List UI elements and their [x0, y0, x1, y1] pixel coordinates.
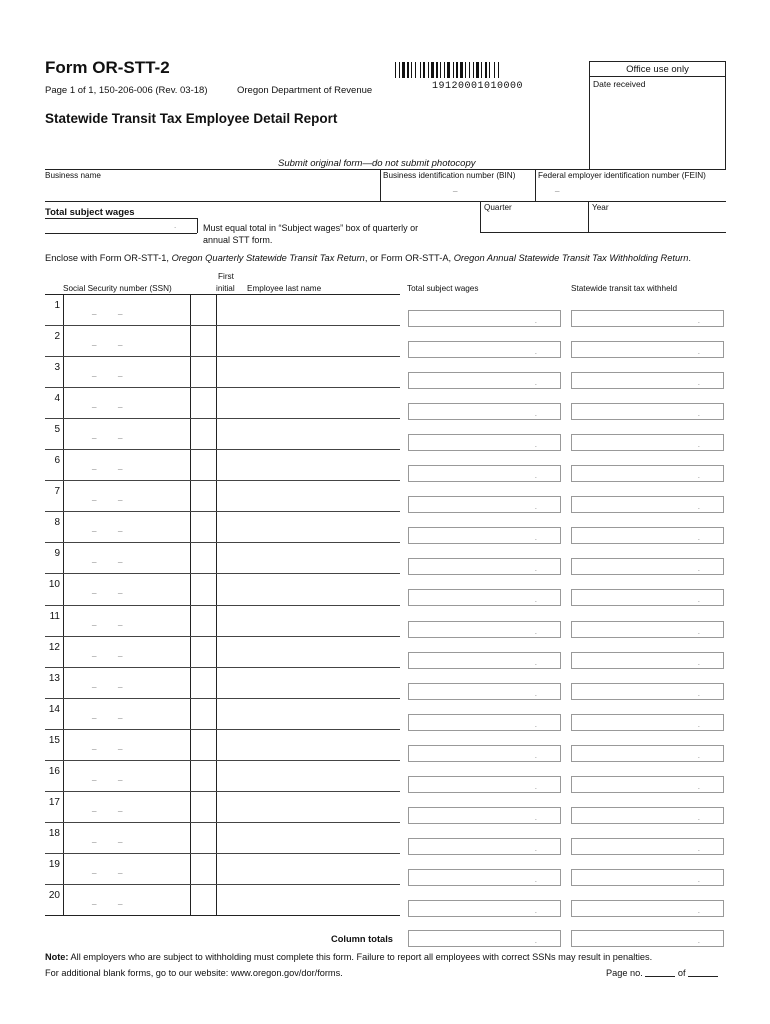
col-header-first-initial-line1: First: [218, 272, 234, 281]
form-title: Form OR-STT-2: [45, 58, 170, 77]
row-number: 19: [48, 859, 60, 870]
row-number: 1: [54, 300, 60, 311]
barcode: [395, 62, 565, 78]
last-name-field[interactable]: [217, 481, 399, 510]
wages-field[interactable]: .: [408, 869, 561, 886]
wages-total-field[interactable]: .: [408, 930, 561, 947]
col-header-last-name: Employee last name: [247, 284, 322, 293]
wages-field[interactable]: .: [408, 589, 561, 606]
ssn-field[interactable]: [64, 543, 189, 572]
withheld-field[interactable]: .: [571, 838, 724, 855]
row-number: 8: [54, 517, 60, 528]
ssn-field[interactable]: [64, 295, 189, 324]
wages-field[interactable]: .: [408, 372, 561, 389]
wages-field[interactable]: .: [408, 558, 561, 575]
row-number: 12: [48, 642, 60, 653]
withheld-field[interactable]: .: [571, 372, 724, 389]
withheld-field[interactable]: .: [571, 776, 724, 793]
row-number: 15: [48, 735, 60, 746]
ssn-field[interactable]: [64, 823, 189, 852]
col-header-wages: Total subject wages: [407, 284, 479, 293]
wages-field[interactable]: .: [408, 341, 561, 358]
wages-field[interactable]: .: [408, 621, 561, 638]
first-initial-field[interactable]: [191, 668, 215, 697]
page-number: Page no. of: [606, 968, 718, 978]
page-total-field[interactable]: [688, 976, 718, 977]
row-number: 6: [54, 455, 60, 466]
wages-field[interactable]: .: [408, 527, 561, 544]
page-number-field[interactable]: [645, 976, 675, 977]
ssn-field[interactable]: [64, 357, 189, 386]
wages-field[interactable]: .: [408, 403, 561, 420]
first-initial-field[interactable]: [191, 823, 215, 852]
wages-field[interactable]: .: [408, 496, 561, 513]
ssn-field[interactable]: [64, 481, 189, 510]
first-initial-field[interactable]: [191, 574, 215, 603]
page-info: Page 1 of 1, 150-206-006 (Rev. 03-18): [45, 85, 208, 96]
last-name-field[interactable]: [217, 574, 399, 603]
first-initial-field[interactable]: [191, 481, 215, 510]
ssn-field[interactable]: [64, 885, 189, 914]
ssn-field[interactable]: [64, 699, 189, 728]
row-number: 17: [48, 797, 60, 808]
quarter-label: Quarter: [484, 203, 512, 212]
ssn-field[interactable]: [64, 637, 189, 666]
business-name-field[interactable]: [45, 180, 378, 199]
withheld-field[interactable]: .: [571, 900, 724, 917]
row-number: 10: [48, 579, 60, 590]
quarter-field[interactable]: [482, 212, 586, 231]
first-initial-field[interactable]: [191, 761, 215, 790]
ssn-field[interactable]: [64, 854, 189, 883]
row-number: 18: [48, 828, 60, 839]
wages-field[interactable]: .: [408, 714, 561, 731]
ssn-field[interactable]: [64, 792, 189, 821]
year-label: Year: [592, 203, 609, 212]
last-name-field[interactable]: [217, 512, 399, 541]
col-header-withheld: Statewide transit tax withheld: [571, 284, 678, 293]
ssn-field[interactable]: [64, 730, 189, 759]
withheld-field[interactable]: .: [571, 403, 724, 420]
last-name-field[interactable]: [217, 543, 399, 572]
last-name-field[interactable]: [217, 637, 399, 666]
last-name-field[interactable]: [217, 606, 399, 635]
last-name-field[interactable]: [217, 668, 399, 697]
wages-field[interactable]: .: [408, 900, 561, 917]
wages-field[interactable]: .: [408, 465, 561, 482]
row-number: 13: [48, 673, 60, 684]
withheld-field[interactable]: .: [571, 589, 724, 606]
first-initial-field[interactable]: [191, 792, 215, 821]
wages-field[interactable]: .: [408, 745, 561, 762]
withheld-field[interactable]: .: [571, 621, 724, 638]
row-number: 16: [48, 766, 60, 777]
wages-field[interactable]: .: [408, 807, 561, 824]
row-number: 4: [54, 393, 60, 404]
footer-note: Note: All employers who are subject to withholding must complete this form. Failure to report all employees with correct SSNs may result in penalties.: [45, 952, 653, 962]
website-note: For additional blank forms, go to our website: www.oregon.gov/dor/forms.: [45, 968, 343, 978]
withheld-field[interactable]: .: [571, 496, 724, 513]
first-initial-field[interactable]: [191, 543, 215, 572]
col-header-ssn: Social Security number (SSN): [63, 284, 172, 293]
row-number: 5: [54, 424, 60, 435]
row-number: 3: [54, 362, 60, 373]
must-equal-note-line2: annual STT form.: [203, 235, 273, 245]
withheld-field[interactable]: .: [571, 807, 724, 824]
withheld-field[interactable]: .: [571, 527, 724, 544]
office-use-title: Office use only: [626, 64, 689, 75]
last-name-field[interactable]: [217, 419, 399, 448]
wages-field[interactable]: .: [408, 310, 561, 327]
first-initial-field[interactable]: [191, 854, 215, 883]
row-number: 20: [48, 890, 60, 901]
row-number: 9: [54, 548, 60, 559]
first-initial-field[interactable]: [191, 450, 215, 479]
ssn-field[interactable]: [64, 388, 189, 417]
fein-field[interactable]: [537, 180, 725, 199]
wages-field[interactable]: .: [408, 683, 561, 700]
year-field[interactable]: [590, 212, 725, 231]
first-initial-field[interactable]: [191, 295, 215, 324]
last-name-field[interactable]: [217, 699, 399, 728]
withheld-field[interactable]: .: [571, 310, 724, 327]
submit-note: Submit original form—do not submit photocopy: [278, 158, 476, 169]
bin-field[interactable]: [382, 180, 534, 199]
withheld-total-field[interactable]: .: [571, 930, 724, 947]
last-name-field[interactable]: [217, 792, 399, 821]
total-wages-label: Total subject wages: [45, 207, 135, 218]
withheld-field[interactable]: .: [571, 683, 724, 700]
ssn-field[interactable]: [64, 574, 189, 603]
first-initial-field[interactable]: [191, 606, 215, 635]
business-name-label: Business name: [45, 171, 101, 180]
withheld-field[interactable]: .: [571, 869, 724, 886]
row-number: 7: [54, 486, 60, 497]
must-equal-note-line1: Must equal total in “Subject wages” box of quarterly or: [203, 223, 419, 233]
ssn-field[interactable]: [64, 512, 189, 541]
col-header-first-initial-line2: initial: [216, 284, 235, 293]
last-name-field[interactable]: [217, 885, 399, 914]
ssn-field[interactable]: [64, 761, 189, 790]
last-name-field[interactable]: [217, 388, 399, 417]
first-initial-field[interactable]: [191, 637, 215, 666]
row-number: 14: [48, 704, 60, 715]
row-number: 11: [49, 611, 60, 622]
fein-label: Federal employer identification number (FEIN): [538, 171, 706, 180]
office-use-box: [589, 61, 726, 170]
last-name-field[interactable]: [217, 823, 399, 852]
column-totals-label: Column totals: [331, 934, 393, 944]
ssn-field[interactable]: [64, 450, 189, 479]
ssn-field[interactable]: [64, 326, 189, 355]
withheld-field[interactable]: .: [571, 465, 724, 482]
first-initial-field[interactable]: [191, 388, 215, 417]
last-name-field[interactable]: [217, 357, 399, 386]
withheld-field[interactable]: .: [571, 745, 724, 762]
wages-field[interactable]: .: [408, 434, 561, 451]
last-name-field[interactable]: [217, 854, 399, 883]
ssn-field[interactable]: [64, 668, 189, 697]
last-name-field[interactable]: [217, 326, 399, 355]
withheld-field[interactable]: .: [571, 434, 724, 451]
last-name-field[interactable]: [217, 295, 399, 324]
wages-field[interactable]: .: [408, 776, 561, 793]
first-initial-field[interactable]: [191, 419, 215, 448]
report-title: Statewide Transit Tax Employee Detail Report: [45, 111, 338, 126]
row-number: 2: [54, 331, 60, 342]
barcode-number: 19120001010000: [432, 81, 524, 92]
withheld-field[interactable]: .: [571, 558, 724, 575]
withheld-field[interactable]: .: [571, 652, 724, 669]
wages-field[interactable]: .: [408, 838, 561, 855]
withheld-field[interactable]: .: [571, 714, 724, 731]
date-received-label: Date received: [593, 79, 646, 89]
withheld-field[interactable]: .: [571, 341, 724, 358]
enclose-note: Enclose with Form OR-STT-1, Oregon Quarterly Statewide Transit Tax Return, or Form OR-STT-A, Oregon Annual Statewide Transit Tax Withholding Return.: [45, 253, 691, 263]
ssn-field[interactable]: [64, 606, 189, 635]
ssn-field[interactable]: [64, 419, 189, 448]
bin-label: Business identification number (BIN): [383, 171, 516, 180]
first-initial-field[interactable]: [191, 699, 215, 728]
last-name-field[interactable]: [217, 450, 399, 479]
last-name-field[interactable]: [217, 761, 399, 790]
first-initial-field[interactable]: [191, 512, 215, 541]
first-initial-field[interactable]: [191, 885, 215, 914]
last-name-field[interactable]: [217, 730, 399, 759]
first-initial-field[interactable]: [191, 730, 215, 759]
wages-field[interactable]: .: [408, 652, 561, 669]
first-initial-field[interactable]: [191, 357, 215, 386]
first-initial-field[interactable]: [191, 326, 215, 355]
department: Oregon Department of Revenue: [237, 85, 373, 96]
